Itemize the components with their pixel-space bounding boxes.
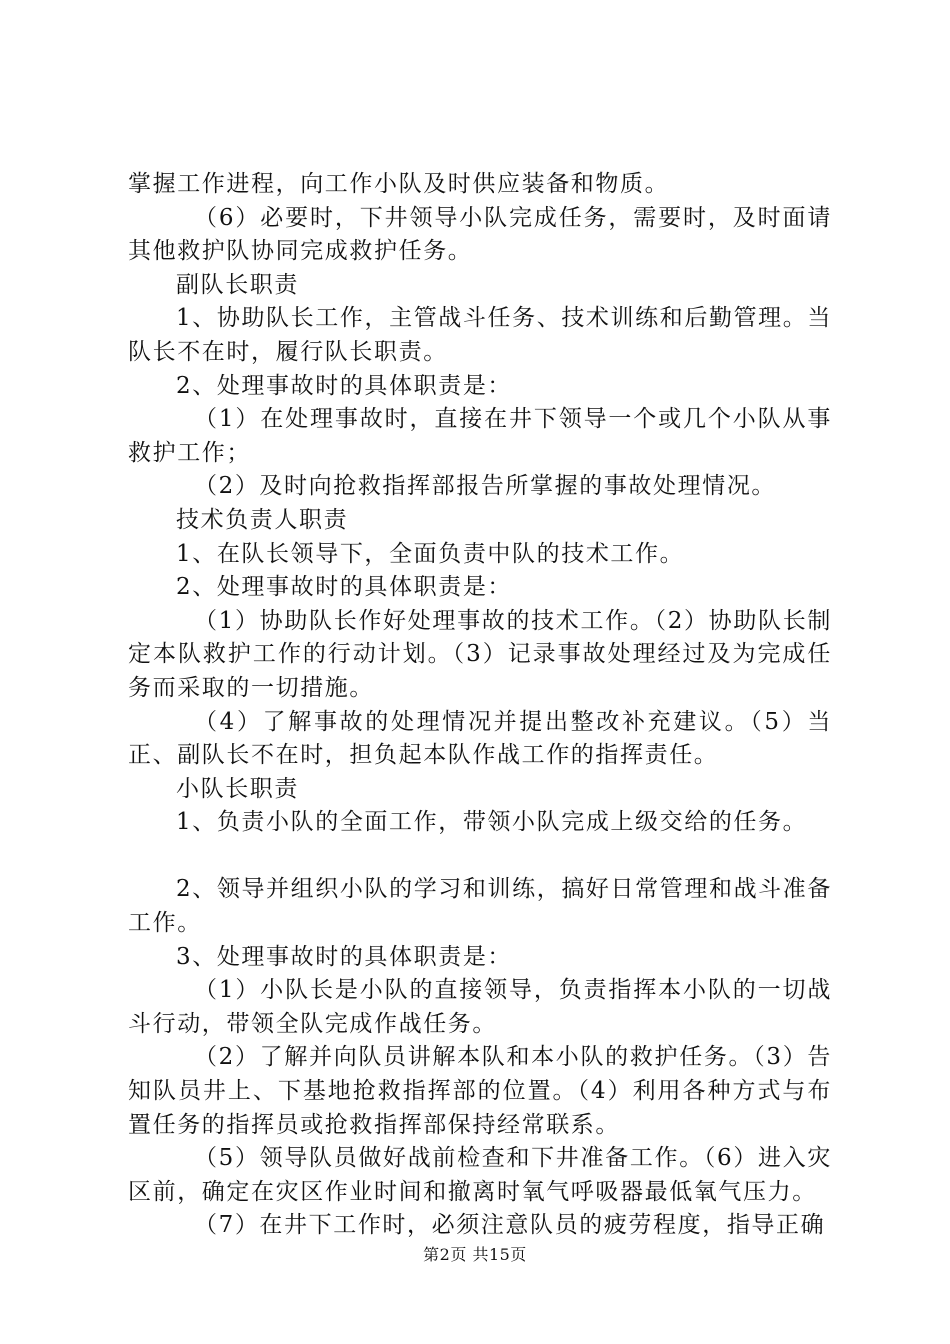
section-heading: 副队长职责: [176, 271, 299, 298]
paragraph: 1、在队长领导下，全面负责中队的技术工作。: [176, 540, 685, 567]
paragraph: 掌握工作进程，向工作小队及时供应装备和物质。: [128, 171, 670, 197]
paragraph: （1）在处理事故时，直接在井下领导一个或几个小队从事救护工作；: [128, 406, 832, 466]
paragraph: （5）领导队员做好战前检查和下井准备工作。（6）进入灾区前，确定在灾区作业时间和撤离时氧气呼吸器最低氧气压力。: [128, 1145, 832, 1205]
section-heading: 小队长职责: [176, 775, 299, 802]
paragraph: （6）必要时，下井领导小队完成任务，需要时，及时面请其他救护队协同完成救护任务。: [128, 204, 832, 265]
page-number-footer: 第2页 共15页: [423, 1245, 527, 1264]
paragraph: 3、处理事故时的具体职责是：: [176, 943, 513, 970]
paragraph: 2、处理事故时的具体职责是：: [176, 372, 513, 399]
paragraph: 1、协助队长工作，主管战斗任务、技术训练和后勤管理。当队长不在时，履行队长职责。: [128, 305, 832, 365]
section-heading: 技术负责人职责: [176, 506, 349, 533]
paragraph: 2、处理事故时的具体职责是：: [176, 574, 513, 601]
paragraph: 1、负责小队的全面工作，带领小队完成上级交给的任务。: [176, 809, 808, 836]
paragraph: 2、领导并组织小队的学习和训练，搞好日常管理和战斗准备工作。: [128, 876, 832, 937]
paragraph: （4）了解事故的处理情况并提出整改补充建议。（5）当正、副队长不在时，担负起本队作战工作的指挥责任。: [128, 708, 832, 769]
paragraph: （7）在井下工作时，必须注意队员的疲劳程度，指导正确: [194, 1212, 826, 1239]
paragraph: （1）小队长是小队的直接领导，负责指挥本小队的一切战斗行动，带领全队完成作战任务。: [128, 977, 832, 1037]
document-body: [128, 168, 832, 1243]
paragraph: （2）了解并向队员讲解本队和本小队的救护任务。（3）告知队员井上、下基地抢救指挥部的位置。（4）利用各种方式与布置任务的指挥员或抢救指挥部保持经常联系。: [128, 1044, 832, 1138]
paragraph: （1）协助队长作好处理事故的技术工作。（2）协助队长制定本队救护工作的行动计划。（3）记录事故处理经过及为完成任务而采取的一切措施。: [128, 607, 832, 701]
paragraph: （2）及时向抢救指挥部报告所掌握的事故处理情况。: [194, 473, 777, 500]
blank-line: [128, 840, 832, 874]
